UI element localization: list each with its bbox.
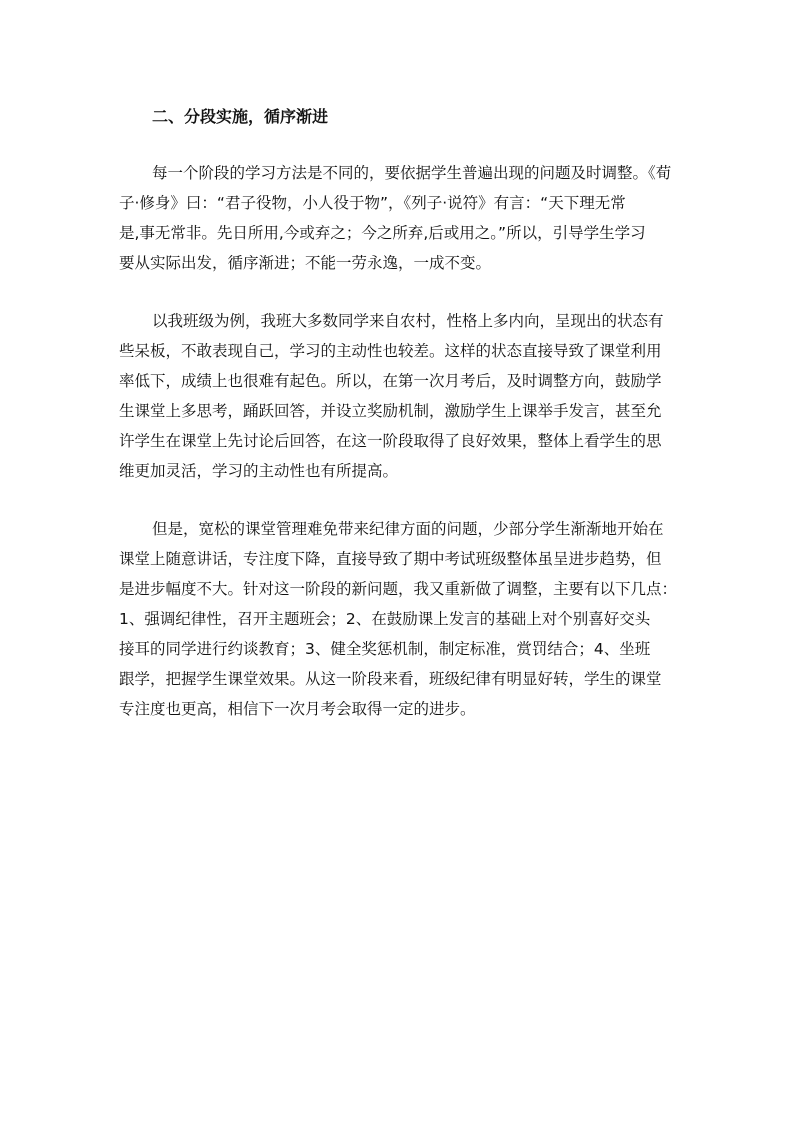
paragraph-line: 1、强调纪律性，召开主题班会；2、在鼓励课上发言的基础上对个别喜好交头 (119, 610, 651, 628)
paragraph-line: 是进步幅度不大。针对这一阶段的新问题，我又重新做了调整，主要有以下几点： (119, 580, 678, 598)
paragraph-line: 是,事无常非。先日所用,今或弃之；今之所弃,后或用之。”所以，引导学生学习 (119, 224, 646, 242)
paragraph-line: 子·修身》曰：“君子役物，小人役于物”，《列子·说符》有言：“天下理无常 (119, 194, 626, 212)
paragraph-line: 许学生在课堂上先讨论后回答，在这一阶段取得了良好效果，整体上看学生的思 (119, 432, 662, 450)
paragraph-line: 生课堂上多思考，踊跃回答，并设立奖励机制，激励学生上课举手发言，甚至允 (119, 402, 662, 420)
paragraph-line: 但是，宽松的课堂管理难免带来纪律方面的问题，少部分学生渐渐地开始在 (152, 520, 664, 538)
paragraph-3 (119, 514, 679, 724)
section-heading: 二、分段实施，循序渐进 (152, 107, 329, 126)
paragraph-line: 以我班级为例，我班大多数同学来自农村，性格上多内向，呈现出的状态有 (152, 312, 664, 330)
document-body (119, 102, 679, 752)
paragraph-line: 率低下，成绩上也很难有起色。所以，在第一次月考后，及时调整方向，鼓励学 (119, 372, 662, 390)
paragraph-line: 课堂上随意讲话，专注度下降，直接导致了期中考试班级整体虽呈进步趋势，但 (119, 550, 662, 568)
paragraph-line: 专注度也更高，相信下一次月考会取得一定的进步。 (119, 700, 476, 718)
paragraph-line: 些呆板，不敢表现自己，学习的主动性也较差。这样的状态直接导致了课堂利用 (119, 342, 662, 360)
paragraph-2 (119, 306, 679, 486)
paragraph-line: 跟学，把握学生课堂效果。从这一阶段来看，班级纪律有明显好转，学生的课堂 (119, 670, 662, 688)
paragraph-line: 每一个阶段的学习方法是不同的，要依据学生普遍出现的问题及时调整。《荀 (152, 164, 672, 182)
paragraph-line: 维更加灵活，学习的主动性也有所提高。 (119, 462, 399, 480)
paragraph-line: 要从实际出发，循序渐进；不能一劳永逸，一成不变。 (119, 254, 492, 272)
paragraph-1 (119, 158, 679, 278)
paragraph-line: 接耳的同学进行约谈教育；3、健全奖惩机制，制定标准，赏罚结合；4、坐班 (119, 640, 651, 658)
